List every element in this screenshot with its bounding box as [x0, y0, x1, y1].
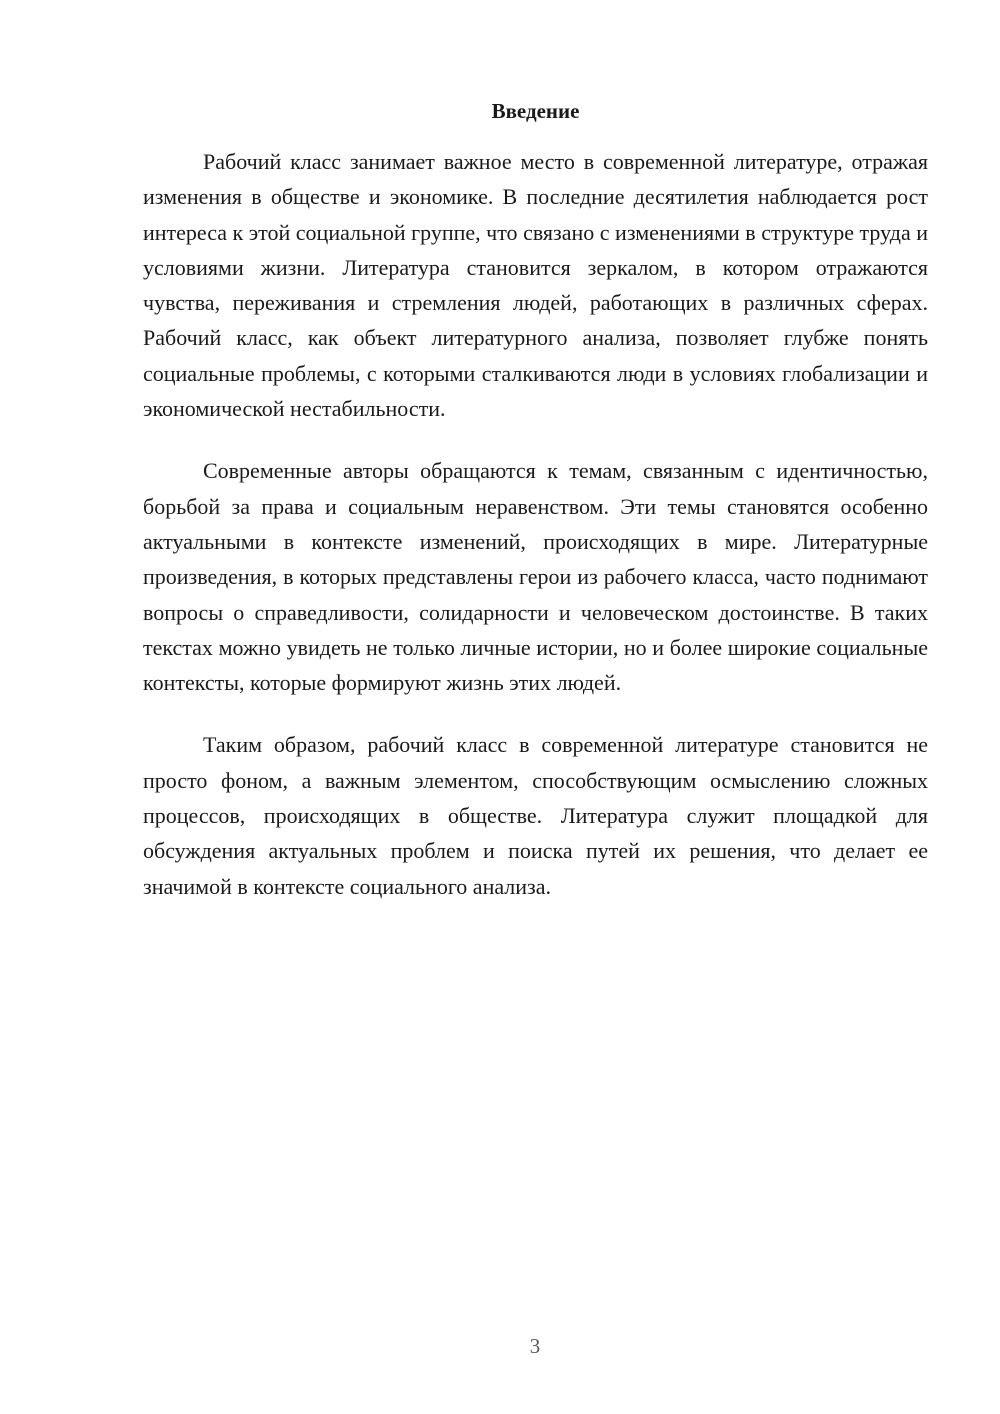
paragraph: Рабочий класс занимает важное место в современной литературе, отражая изменения в обществе и экономике. В последние десятилетия наблюдается рост интереса к этой социальной группе, что связано с изменениями в структуре труда и условиями жизни. Литература становится зеркалом, в котором отражаются чувства, переживания и стремления людей, работающих в различных сферах. Рабочий класс, как объект литературного анализа, позволяет глубже понять социальные проблемы, с которыми сталкиваются люди в условиях глобализации и экономической нестабильности. — [143, 149, 928, 422]
body-text — [143, 144, 928, 931]
section-heading: Введение — [491, 99, 580, 123]
page-number: 3 — [529, 1334, 541, 1358]
paragraph: Таким образом, рабочий класс в современной литературе становится не просто фоном, а важным элементом, способствующим осмыслению сложных процессов, происходящих в обществе. Литература служит площадкой для обсуждения актуальных проблем и поиска путей их решения, что делает ее значимой в контексте социального анализа. — [143, 732, 928, 899]
paragraph: Современные авторы обращаются к темам, связанным с идентичностью, борьбой за права и социальным неравенством. Эти темы становятся особенно актуальными в контексте изменений, происходящих в мире. Литературные произведения, в которых представлены герои из рабочего класса, часто поднимают вопросы о справедливости, солидарности и человеческом достоинстве. В таких текстах можно увидеть не только личные истории, но и более широкие социальные контексты, которые формируют жизнь этих людей. — [143, 458, 928, 696]
